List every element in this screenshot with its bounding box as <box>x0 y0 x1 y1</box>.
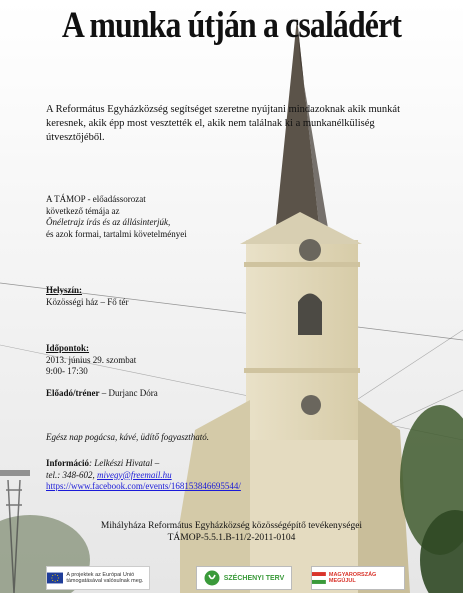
presenter-name: – Durjanc Dóra <box>101 388 158 398</box>
dates-block <box>46 343 346 378</box>
tamop-line-4: és azok formai, tartalmi követelményei <box>46 228 187 239</box>
time-value: 9:00- 17:30 <box>46 366 88 376</box>
dates-label: Időpontok: <box>46 343 90 353</box>
info-tel: tel.: 348-602, <box>46 469 95 480</box>
eu-flag-icon <box>47 568 63 588</box>
presenter-label: Előadó/tréner <box>46 388 100 398</box>
date-value: 2013. június 29. szombat <box>46 354 137 365</box>
location-label: Helyszín: <box>46 285 82 295</box>
location-value: Közösségi ház – Fő tér <box>46 296 129 307</box>
hungarian-flag-icon <box>312 572 326 584</box>
intro-paragraph: A Református Egyházközség segítséget szeretne nyújtani mindazoknak akik munkát keresnek, akik épp most vesztették el, akik nem találnak ki a munkanélküliség útvesztőjéből. <box>46 104 400 143</box>
info-label: Információ <box>46 458 89 468</box>
eu-logo <box>46 566 150 590</box>
footer-block <box>0 520 463 544</box>
tamop-line-2: következő témája az <box>46 205 120 216</box>
footer-line-1: Mihályháza Református Egyházközség közösségépítő tevékenységei <box>100 521 363 531</box>
info-email-link[interactable]: mivegy@freemail.hu <box>97 469 172 480</box>
refreshments-note: Egész nap pogácsa, kávé, üdítő fogyasztható. <box>46 432 209 442</box>
info-facebook-link[interactable]: https://www.facebook.com/events/168153846695544/ <box>46 481 241 491</box>
szechenyi-emblem-icon <box>204 570 220 586</box>
szechenyi-logo <box>196 566 292 590</box>
tamop-topic: Önéletrajz írás és az állásinterjúk, <box>46 217 171 227</box>
tamop-line-1: A TÁMOP - előadássorozat <box>46 194 146 204</box>
magyarorszag-text: MAGYARORSZÁG MEGÚJUL <box>328 572 377 584</box>
eu-logo-text: A projektek az Európai Unió támogatásával valósulnak meg. <box>66 571 144 584</box>
magyarorszag-logo <box>311 566 405 590</box>
poster-title: A munka útján a családért <box>61 5 402 46</box>
footer-line-2: TÁMOP-5.5.1.B-11/2-2011-0104 <box>167 533 296 543</box>
presenter-block <box>46 388 346 400</box>
info-block <box>46 458 366 493</box>
tamop-block <box>46 194 346 240</box>
szechenyi-text: SZÉCHENYI TERV <box>223 574 285 582</box>
info-office: : Lelkészi Hivatal – <box>89 458 160 468</box>
location-block <box>46 285 346 308</box>
